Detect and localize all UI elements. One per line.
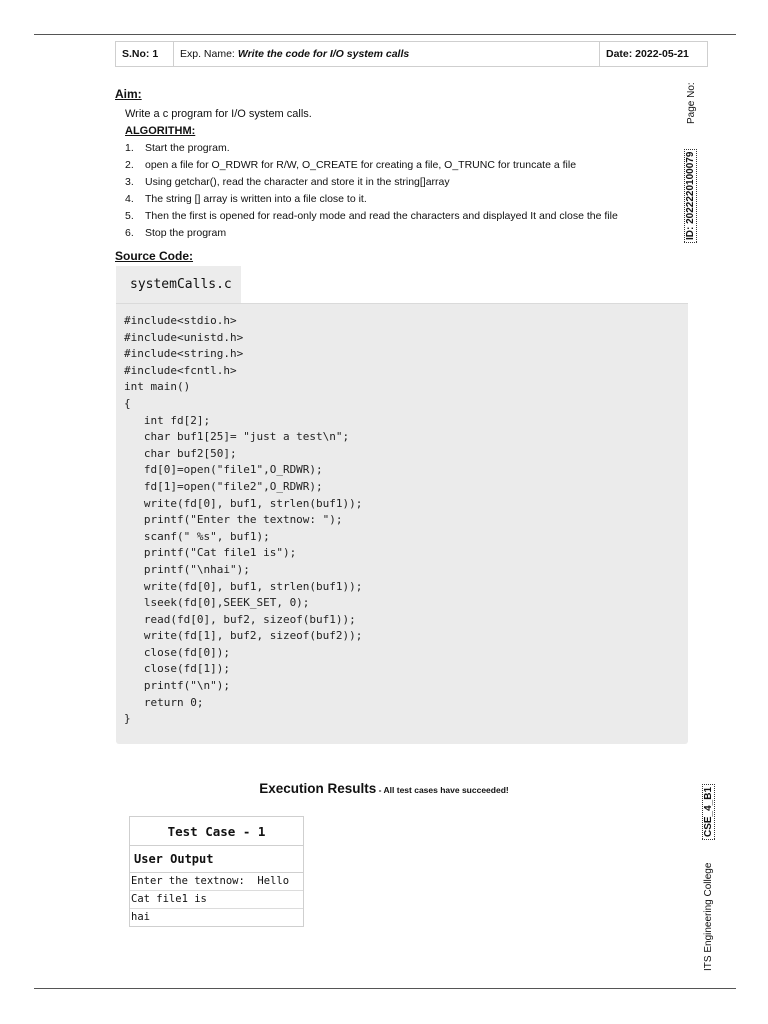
code-line: printf("Enter the textnow: "); (124, 513, 343, 527)
algorithm-step (125, 157, 618, 174)
code-line: return 0; (124, 695, 204, 709)
code-line: write(fd[0], buf1, strlen(buf1)); (124, 579, 363, 593)
execution-results-heading (0, 780, 768, 798)
code-line: { (124, 396, 131, 410)
source-code-heading: Source Code: (115, 249, 194, 263)
code-block (116, 303, 688, 744)
test-case-table (129, 816, 304, 927)
experiment-name-cell (174, 42, 600, 66)
step-number: 4. (125, 193, 134, 205)
code-line: #include<unistd.h> (124, 330, 244, 344)
code-line: scanf(" %s", buf1); (124, 529, 270, 543)
code-line: write(fd[0], buf1, strlen(buf1)); (124, 496, 363, 510)
bottom-rule (34, 988, 736, 989)
code-line: read(fd[0], buf2, sizeof(buf1)); (124, 612, 356, 626)
file-tab[interactable]: systemCalls.c (116, 266, 241, 303)
output-line: hai (131, 911, 150, 923)
test-case-title: Test Case - 1 (130, 817, 303, 846)
step-number: 6. (125, 227, 134, 239)
user-output-label: User Output (130, 846, 303, 873)
step-number: 5. (125, 210, 134, 222)
code-line: close(fd[0]); (124, 645, 230, 659)
code-line: fd[0]=open("file1",O_RDWR); (124, 463, 323, 477)
page-number-label: Page No: (686, 82, 697, 124)
student-id: ID: 2022220100079 (684, 149, 697, 243)
code-line: lseek(fd[0],SEEK_SET, 0); (124, 596, 310, 610)
algorithm-step (125, 225, 618, 242)
step-text: open a file for O_RDWR for R/W, O_CREATE for creating a file, O_TRUNC for truncate a file (145, 159, 577, 171)
code-line: #include<string.h> (124, 347, 244, 361)
output-line: Enter the textnow: Hello (130, 873, 303, 891)
section-label: CSE_4_B1 (702, 784, 715, 840)
algorithm-heading: ALGORITHM: (125, 125, 196, 137)
algorithm-steps (125, 140, 618, 242)
algorithm-step (125, 191, 618, 208)
algorithm-step (125, 140, 618, 157)
code-line: printf("Cat file1 is"); (124, 546, 297, 560)
algorithm-step (125, 174, 618, 191)
experiment-header (115, 41, 708, 67)
step-text: Using getchar(), read the character and store it in the string[]array (145, 176, 450, 188)
aim-text: Write a c program for I/O system calls. (125, 108, 312, 120)
output-line: Cat file1 is (130, 891, 303, 909)
code-line: #include<stdio.h> (124, 314, 237, 327)
code-line: char buf2[50]; (124, 446, 237, 460)
step-number: 1. (125, 142, 134, 154)
step-number: 2. (125, 159, 134, 171)
algorithm-step (125, 208, 618, 225)
college-name: ITS Engineering College (703, 862, 714, 971)
experiment-name: Write the code for I/O system calls (237, 48, 410, 60)
step-text: The string [] array is written into a file close to it. (145, 193, 367, 205)
code-line: char buf1[25]= "just a test\n"; (124, 430, 350, 444)
code-line: } (124, 712, 131, 726)
step-text: Then the first is opened for read-only mode and read the characters and displayed It and close the file (145, 210, 618, 222)
step-text: Start the program. (145, 142, 230, 154)
step-number: 3. (125, 176, 134, 188)
code-line: printf("\n"); (124, 679, 230, 693)
execution-results-status: - All test cases have succeeded! (376, 785, 509, 795)
code-line: #include<fcntl.h> (124, 363, 237, 377)
code-line: close(fd[1]); (124, 662, 230, 676)
experiment-name-prefix: Exp. Name: (180, 48, 235, 60)
top-rule (34, 34, 736, 35)
aim-heading: Aim: (115, 87, 142, 101)
code-line: int fd[2]; (124, 413, 211, 427)
code-line: printf("\nhai"); (124, 562, 250, 576)
experiment-date: Date: 2022-05-21 (606, 48, 689, 60)
code-line: fd[1]=open("file2",O_RDWR); (124, 479, 323, 493)
code-line: int main() (124, 380, 191, 394)
execution-results-title: Execution Results (259, 781, 377, 796)
step-text: Stop the program (145, 227, 227, 239)
serial-number: S.No: 1 (116, 42, 174, 66)
code-line: write(fd[1], buf2, sizeof(buf2)); (124, 629, 363, 643)
